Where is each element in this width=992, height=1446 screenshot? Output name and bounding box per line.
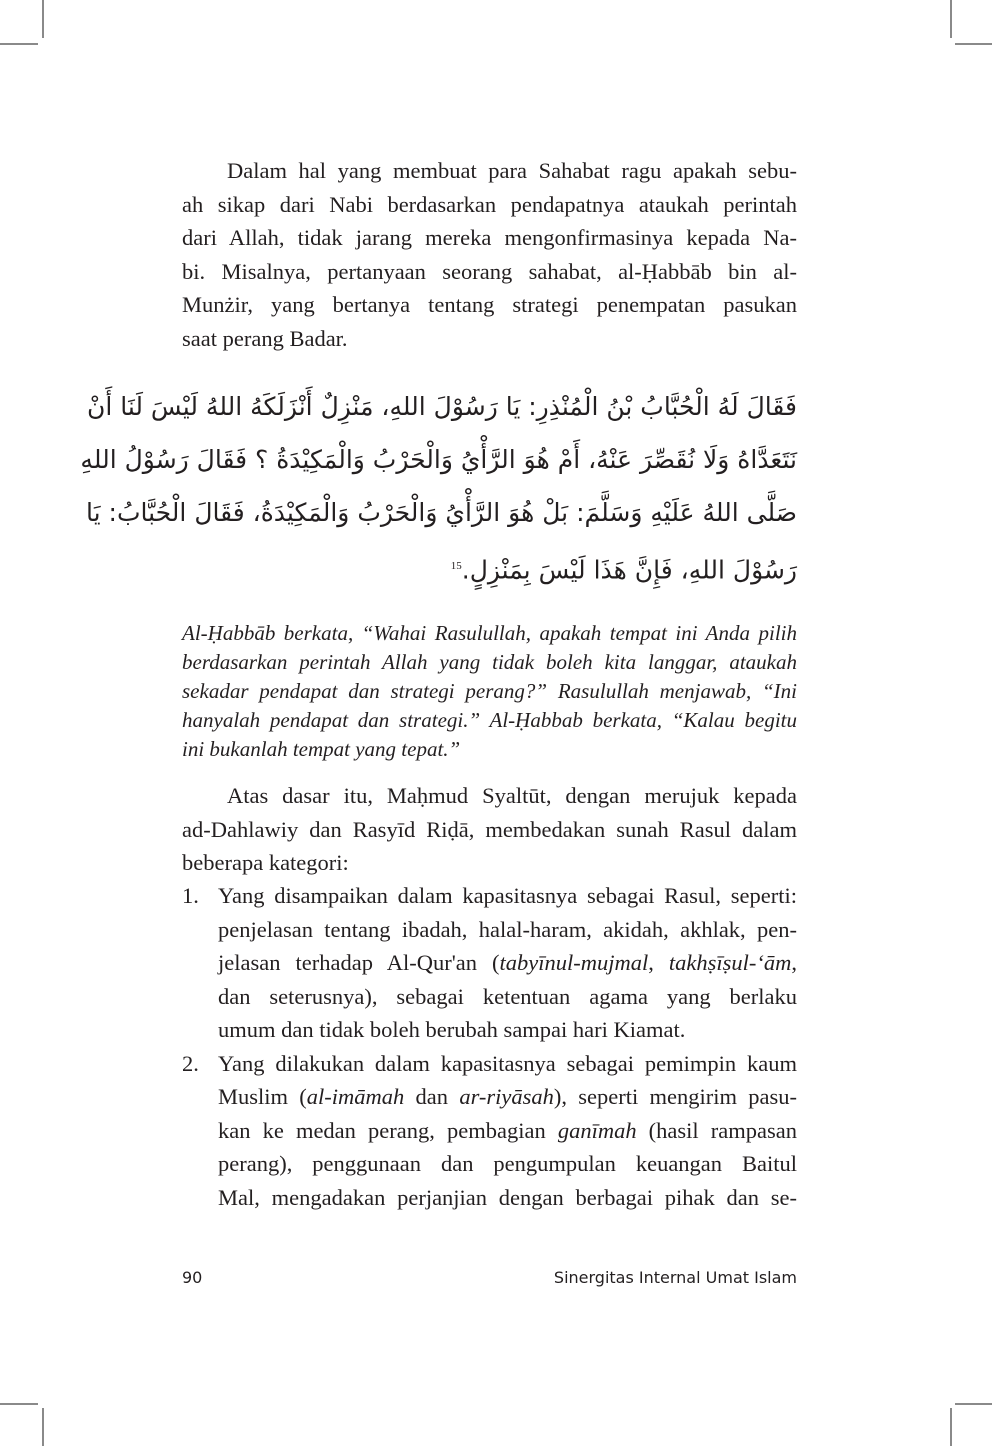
- crop-mark: [42, 1408, 44, 1446]
- arabic-hadith-line: [80, 433, 797, 487]
- text-run: berdasarkan perintah Allah yang tidak boleh kita langgar, ataukah: [182, 650, 797, 674]
- italic-term: ar-riyāsah: [459, 1084, 554, 1109]
- paragraph-line: [182, 255, 797, 289]
- paragraph-line: [182, 846, 797, 880]
- footnote-marker[interactable]: 15: [450, 560, 462, 572]
- text-run: Mal, mengadakan perjanjian dengan berbagai pihak dan se-: [218, 1184, 797, 1210]
- text-run: Atas dasar itu, Maḥmud Syaltūt, dengan merujuk kepada: [227, 783, 797, 808]
- italic-term: ganīmah: [557, 1117, 637, 1143]
- paragraph-line: [182, 813, 797, 847]
- crop-mark: [0, 43, 38, 45]
- text-run: Muslim (: [218, 1084, 307, 1109]
- italic-term: tabyīnul-mujmal: [499, 950, 649, 975]
- list-item-line: [218, 1181, 797, 1215]
- text-run: saat perang Badar.: [182, 325, 348, 351]
- text-run: ini bukanlah tempat yang tepat.”: [182, 737, 461, 761]
- list-item-line: [218, 1047, 797, 1081]
- text-run: ,: [791, 950, 797, 975]
- paragraph-line: [227, 779, 797, 813]
- translation-line: [182, 735, 797, 764]
- crop-mark: [42, 0, 44, 38]
- text-run: Dalam hal yang membuat para Sahabat ragu apakah sebu-: [227, 158, 797, 183]
- arabic-hadith-line: [86, 486, 797, 540]
- text-run: umum dan tidak boleh berubah sampai hari Kiamat.: [218, 1017, 686, 1042]
- text-run: Munżir, yang bertanya tentang strategi penempatan pasukan: [182, 292, 797, 317]
- crop-mark: [955, 1403, 992, 1405]
- crop-mark: [0, 1403, 38, 1405]
- translation-line: [182, 706, 797, 735]
- arabic-hadith-line: [86, 380, 797, 434]
- text-run: dan seterusnya), sebagai ketentuan agama yang berlaku: [218, 983, 797, 1009]
- list-item-line: [218, 1114, 797, 1148]
- italic-term: takhṣīṣul-‘ām: [668, 950, 792, 975]
- paragraph-line: [182, 221, 797, 255]
- list-item-line: [218, 879, 797, 913]
- crop-mark: [955, 43, 992, 45]
- text-run: ah sikap dari Nabi berdasarkan pendapatnya ataukah perintah: [182, 191, 797, 217]
- paragraph-line: [182, 322, 797, 356]
- text-run: ,: [648, 950, 669, 975]
- translation-line: [182, 677, 797, 706]
- arabic-text: نَتَعَدَّاهُ وَلَا نُقَصِّرَ عَنْهُ، أَمْ هُوَ الرَّأْيُ وَالْحَرْبُ وَالْمَكِيْدَةُ ؟ فَقَالَ رَسُوْلُ اللهِ: [80, 445, 797, 474]
- paragraph-line: [182, 288, 797, 322]
- text-run: Yang disampaikan dalam kapasitasnya sebagai Rasul, seperti:: [218, 883, 797, 908]
- text-run: dan: [404, 1084, 460, 1109]
- list-item-line: [218, 913, 797, 947]
- text-run: penjelasan tentang ibadah, halal-haram, akidah, akhlak, pen-: [218, 916, 797, 942]
- arabic-text: صَلَّى اللهُ عَلَيْهِ وَسَلَّمَ: بَلْ هُوَ الرَّأْيُ وَالْحَرْبُ وَالْمَكِيْدَةُ، فَقَالَ الْحُبَّابُ: يَا: [86, 498, 797, 527]
- list-item-line: [218, 1013, 797, 1047]
- text-run: sekadar pendapat dan strategi perang?” Rasulullah menjawab, “Ini: [182, 679, 797, 703]
- text-run: jelasan terhadap Al-Qur'an (: [218, 950, 500, 975]
- text-run: (hasil rampasan: [636, 1117, 797, 1143]
- arabic-hadith-line: [182, 539, 797, 593]
- translation-line: [182, 648, 797, 677]
- text-run: Yang dilakukan dalam kapasitasnya sebagai pemimpin kaum: [218, 1050, 797, 1076]
- list-number: 1.: [182, 883, 199, 908]
- text-run: perang), penggunaan dan pengumpulan keuangan Baitul: [218, 1151, 797, 1176]
- text-run: dari Allah, tidak jarang mereka mengonfirmasinya kepada Na-: [182, 225, 797, 250]
- list-item-line: [218, 1080, 797, 1114]
- text-run: kan ke medan perang, pembagian: [218, 1117, 558, 1143]
- text-run: ), seperti mengirim pasu-: [553, 1084, 797, 1109]
- crop-mark: [950, 0, 952, 38]
- paragraph-line: [182, 188, 797, 222]
- text-run: ad-Dahlawiy dan Rasyīd Riḍā, membedakan sunah Rasul dalam: [182, 816, 797, 842]
- list-item-line: [218, 1147, 797, 1181]
- text-run: hanyalah pendapat dan strategi.” Al-Ḥabbab berkata, “Kalau begitu: [182, 708, 797, 732]
- arabic-text: رَسُوْلَ اللهِ، فَإِنَّ هَذَا لَيْسَ بِمَنْزِلٍ.: [461, 555, 797, 585]
- text-run: bi. Misalnya, pertanyaan seorang sahabat, al-Ḥabbāb bin al-: [182, 258, 797, 284]
- list-number: 2.: [182, 1050, 199, 1076]
- page-number: 90: [182, 1268, 203, 1287]
- arabic-text: فَقَالَ لَهُ الْحُبَّابُ بْنُ الْمُنْذِرِ: يَا رَسُوْلَ اللهِ، مَنْزِلٌ أَنْزَلَكَهُ اللهُ لَيْسَ لَنَا أَنْ: [86, 392, 797, 421]
- text-run: beberapa kategori:: [182, 850, 349, 875]
- translation-line: [182, 619, 797, 648]
- list-item-line: [218, 946, 797, 980]
- italic-term: al-imāmah: [306, 1084, 405, 1109]
- text-run: Al-Ḥabbāb berkata, “Wahai Rasulullah, apakah tempat ini Anda pilih: [182, 621, 797, 645]
- paragraph-line: [227, 154, 797, 188]
- running-title: Sinergitas Internal Umat Islam: [553, 1268, 797, 1287]
- list-item-line: [218, 980, 797, 1014]
- crop-mark: [950, 1408, 952, 1446]
